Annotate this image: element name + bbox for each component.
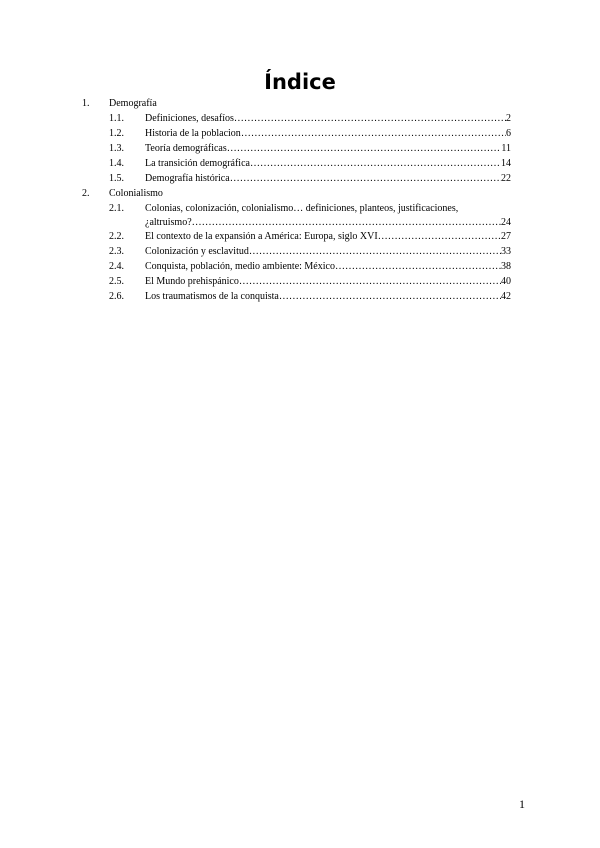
item-number: 1.4. [109,158,124,169]
item-number: 2.5. [109,276,124,287]
item-page: 24 [501,217,511,228]
item-title: Definiciones, desafíos [145,113,234,124]
item-number: 1.2. [109,128,124,139]
item-page: 14 [501,158,511,169]
section-title: Demografía [109,98,157,109]
item-number: 2.3. [109,246,124,257]
item-page: 33 [501,246,511,257]
item-title: Historia de la poblacion [145,128,241,139]
item-page: 38 [501,261,511,272]
item-title: La transición demográfica [145,158,250,169]
item-title: ¿altruismo? [145,217,192,228]
section-number: 1. [82,98,90,109]
item-title: Conquista, población, medio ambiente: México [145,261,335,272]
dot-leader [230,172,501,186]
dot-leader [250,157,501,171]
section-title: Colonialismo [109,188,163,199]
dot-leader [249,245,501,259]
item-title: El contexto de la expansión a América: Europa, siglo XVI [145,231,378,242]
item-number: 1.5. [109,173,124,184]
item-page: 40 [501,276,511,287]
item-title: Teoría demográficas [145,143,227,154]
dot-leader [241,127,506,141]
page-title: Índice [264,70,336,94]
toc-item-2-1[interactable] [109,202,511,230]
item-page: 22 [501,173,511,184]
item-number: 2.6. [109,291,124,302]
item-number: 2.2. [109,231,124,242]
dot-leader [378,230,501,244]
item-title: Colonización y esclavitud [145,246,249,257]
dot-leader [239,275,501,289]
item-page: 2 [506,113,511,124]
dot-leader [227,142,502,156]
item-number: 1.1. [109,113,124,124]
item-number: 2.1. [109,203,124,214]
item-page: 42 [501,291,511,302]
item-page: 6 [506,128,511,139]
item-page: 11 [501,143,511,154]
section-number: 2. [82,188,90,199]
item-title: Demografía histórica [145,173,230,184]
dot-leader [335,260,501,274]
item-page: 27 [501,231,511,242]
item-number: 1.3. [109,143,124,154]
item-title: El Mundo prehispánico [145,276,239,287]
item-number: 2.4. [109,261,124,272]
dot-leader [192,216,501,230]
dot-leader [279,290,501,304]
item-title-line1: Colonias, colonización, colonialismo… definiciones, planteos, justificaciones, [145,203,459,214]
item-title: Los traumatismos de la conquista [145,291,279,302]
dot-leader [234,112,506,126]
page-number: 1 [519,797,525,811]
